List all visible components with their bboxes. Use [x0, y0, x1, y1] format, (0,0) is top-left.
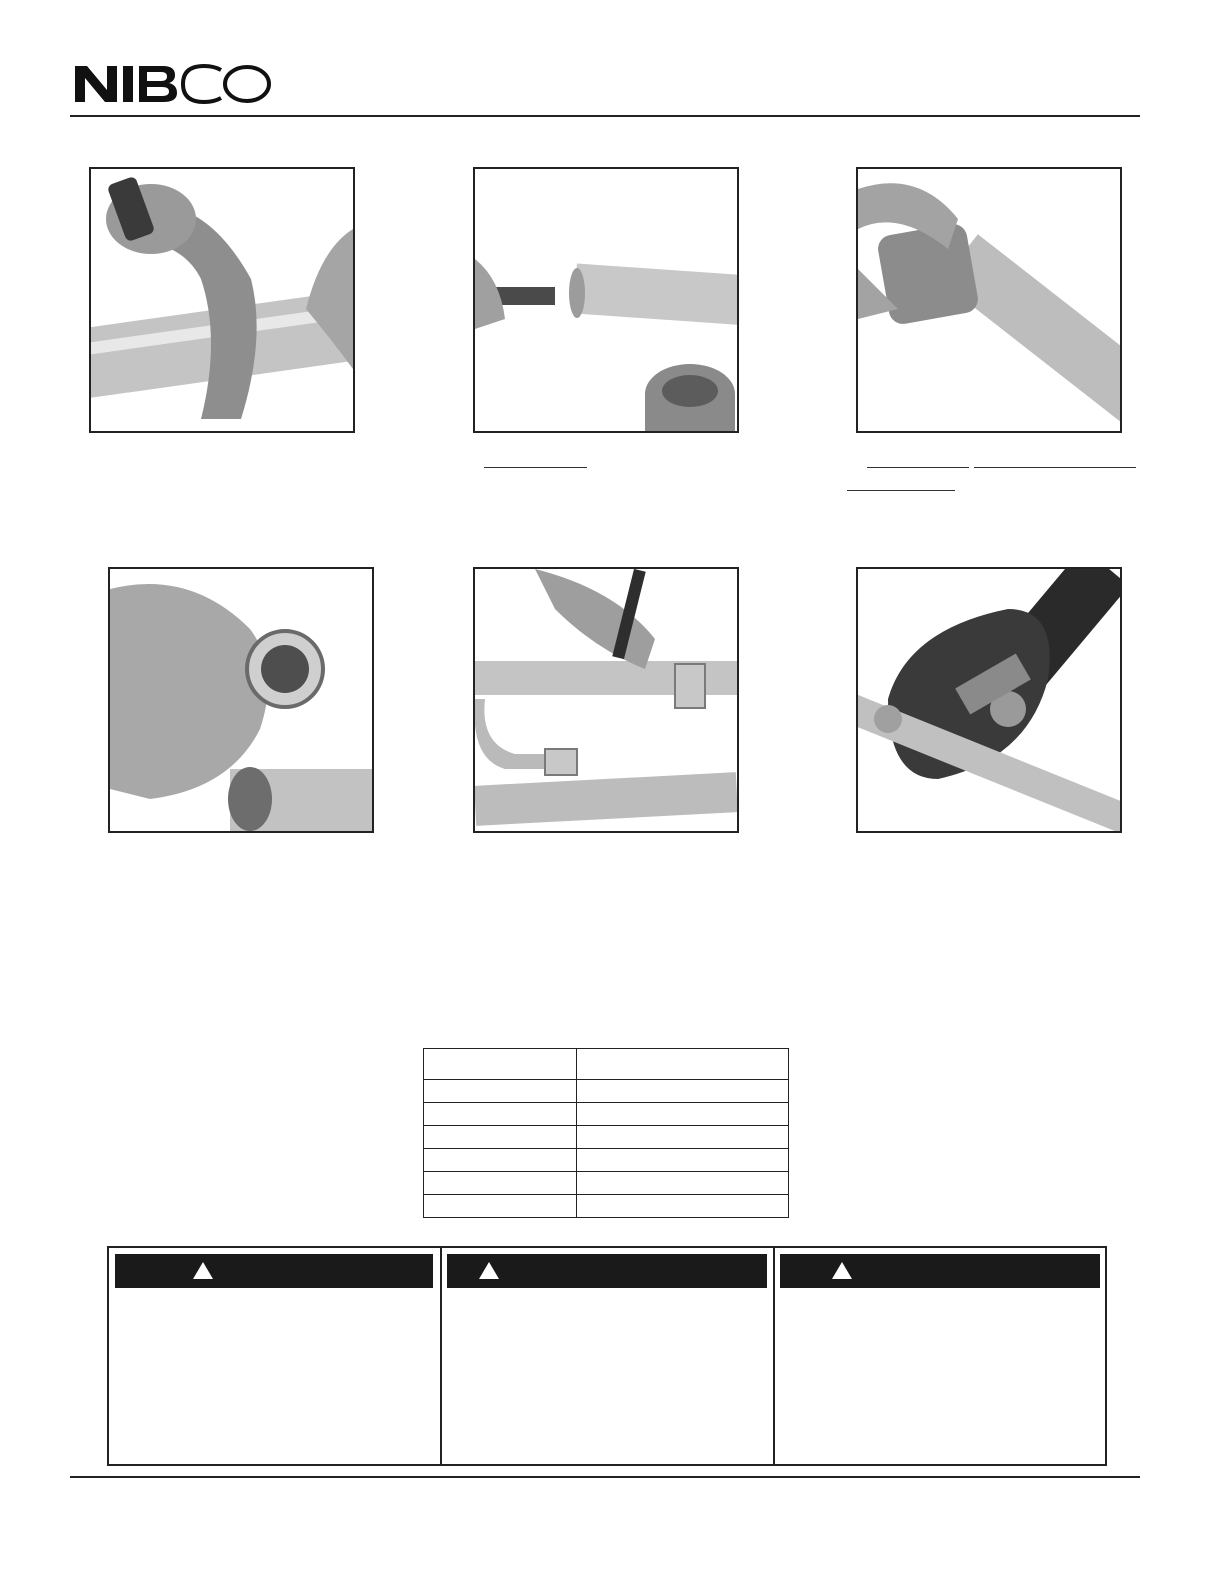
table-cell	[424, 1172, 577, 1195]
step-2-link-underline	[484, 467, 587, 468]
table-cell	[577, 1149, 789, 1172]
table-cell	[577, 1126, 789, 1149]
table-header-row	[424, 1049, 789, 1080]
step-deburr-pipe-photo	[473, 167, 739, 433]
table-cell	[577, 1049, 789, 1080]
nibco-logo	[73, 64, 283, 104]
step-check-fitting-photo	[108, 567, 374, 833]
table-row	[424, 1195, 789, 1218]
table-cell	[424, 1103, 577, 1126]
table-row	[424, 1126, 789, 1149]
table-cell	[577, 1103, 789, 1126]
table-cell	[577, 1172, 789, 1195]
dimensions-table	[423, 1048, 789, 1218]
table-cell	[577, 1080, 789, 1103]
step-press-fitting-photo	[856, 567, 1122, 833]
warnings-panel	[107, 1246, 1107, 1466]
table-cell	[424, 1080, 577, 1103]
table-cell	[577, 1195, 789, 1218]
footer-rule	[70, 1476, 1140, 1478]
step-deburr-outside-photo	[856, 167, 1122, 433]
table-cell	[424, 1126, 577, 1149]
warning-3-header	[780, 1254, 1100, 1288]
header-rule	[70, 115, 1140, 117]
step-3-link-underline-c	[847, 490, 955, 491]
warning-1-header	[115, 1254, 433, 1288]
warning-divider	[773, 1248, 775, 1464]
step-3-link-underline-a	[867, 467, 969, 468]
nibco-logo-mark	[73, 64, 283, 104]
warning-triangle-icon	[193, 1262, 213, 1279]
warning-triangle-icon	[832, 1262, 852, 1279]
warning-divider	[440, 1248, 442, 1464]
warning-triangle-icon	[479, 1262, 499, 1279]
table-row	[424, 1103, 789, 1126]
step-3-link-underline-b	[974, 467, 1136, 468]
step-cut-pipe-photo	[89, 167, 355, 433]
table-cell	[424, 1049, 577, 1080]
table-row	[424, 1172, 789, 1195]
warning-2-header	[447, 1254, 767, 1288]
table-cell	[424, 1195, 577, 1218]
table-row	[424, 1149, 789, 1172]
table-cell	[424, 1149, 577, 1172]
table-row	[424, 1080, 789, 1103]
step-mark-depth-photo	[473, 567, 739, 833]
